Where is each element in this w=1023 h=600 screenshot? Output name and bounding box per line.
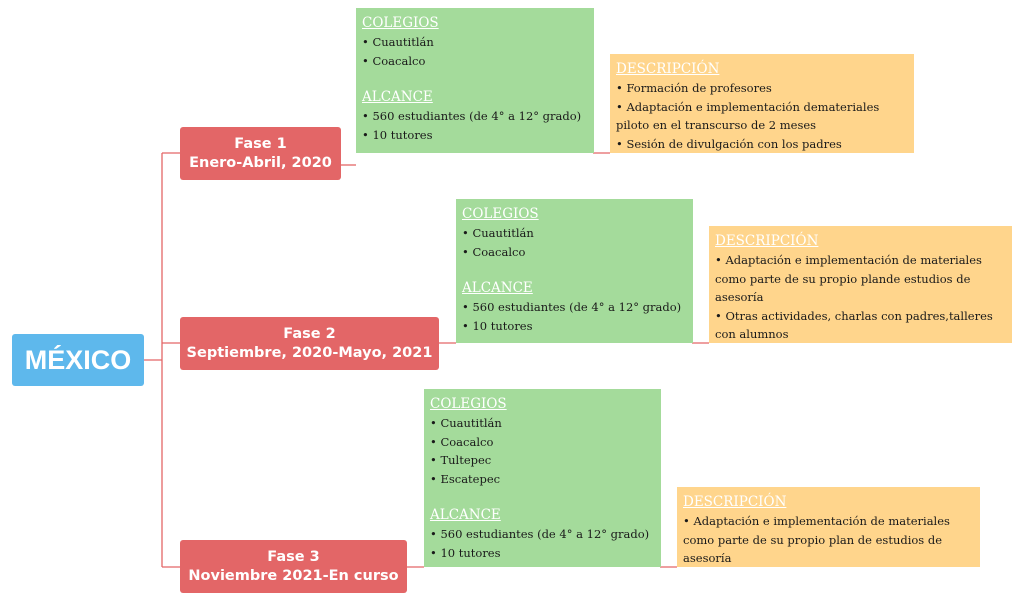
list-item: • 560 estudiantes (de 4° a 12° grado) [362, 107, 588, 126]
alcance-heading: ALCANCE [430, 507, 501, 523]
colegios-box-fase-2[interactable] [456, 199, 693, 343]
descripcion-box-fase-1[interactable] [610, 54, 914, 153]
list-item: • Formación de profesores [616, 79, 908, 98]
colegios-heading: COLEGIOS [462, 206, 539, 222]
list-item: • 10 tutores [362, 126, 588, 145]
list-item: • Cuautitlán [430, 414, 655, 433]
list-item: • Tultepec [430, 451, 655, 470]
list-item: • Cuautitlán [462, 224, 687, 243]
colegios-box-fase-1[interactable] [356, 8, 594, 153]
list-item: • Adaptación e implementación de materiales como parte de su propio plan de estudios de asesoría [683, 512, 974, 568]
list-item: • Sesión de divulgación con los padres [616, 135, 908, 154]
descripcion-heading: DESCRIPCIÓN [683, 494, 787, 510]
list-item: • Coacalco [362, 52, 588, 71]
phase-title: Fase 3 [267, 548, 320, 565]
list-item: • 10 tutores [462, 317, 687, 336]
colegios-heading: COLEGIOS [430, 396, 507, 412]
list-item: • Coacalco [430, 433, 655, 452]
root-label: MÉXICO [24, 344, 132, 375]
phase-node-fase-1[interactable] [180, 127, 341, 180]
phase-title: Fase 2 [283, 325, 336, 342]
list-item: • Cuautitlán [362, 33, 588, 52]
descripcion-box-fase-3[interactable] [677, 487, 980, 567]
root-node-mexico[interactable] [12, 334, 144, 386]
alcance-heading: ALCANCE [462, 280, 533, 296]
list-item: • 560 estudiantes (de 4° a 12° grado) [430, 525, 655, 544]
phase-node-fase-2[interactable] [180, 317, 439, 370]
descripcion-heading: DESCRIPCIÓN [715, 233, 819, 249]
phase-dates: Enero-Abril, 2020 [189, 154, 332, 171]
list-item: • Escatepec [430, 470, 655, 489]
list-item: • Adaptación e implementación de materiales como parte de su propio plande estudios de asesoría [715, 251, 1006, 307]
phase-title: Fase 1 [234, 135, 287, 152]
phase-dates: Septiembre, 2020-Mayo, 2021 [186, 344, 433, 361]
phase-node-fase-3[interactable] [180, 540, 407, 593]
descripcion-box-fase-2[interactable] [709, 226, 1012, 343]
list-item: • Adaptación e implementación demateriales piloto en el transcurso de 2 meses [616, 98, 908, 135]
phase-dates: Noviembre 2021-En curso [188, 567, 399, 584]
colegios-box-fase-3[interactable] [424, 389, 661, 567]
list-item: • 10 tutores [430, 544, 655, 563]
descripcion-heading: DESCRIPCIÓN [616, 61, 720, 77]
list-item: • 560 estudiantes (de 4° a 12° grado) [462, 298, 687, 317]
list-item: • Coacalco [462, 243, 687, 262]
colegios-heading: COLEGIOS [362, 15, 439, 31]
list-item: • Otras actividades, charlas con padres,talleres con alumnos [715, 307, 1006, 344]
alcance-heading: ALCANCE [362, 89, 433, 105]
